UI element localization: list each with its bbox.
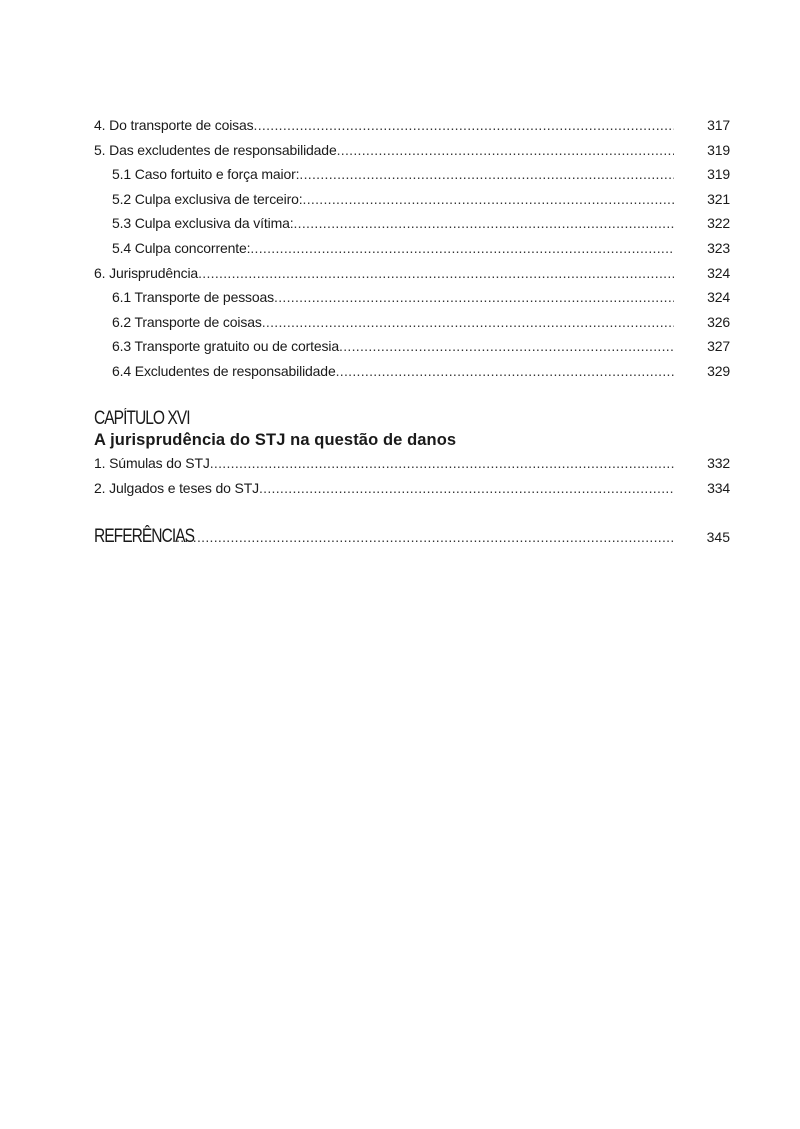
toc-subentry[interactable] — [94, 162, 730, 187]
toc-entry-page: 317 — [707, 117, 730, 133]
toc-entry-label: 5.3 Culpa exclusiva da vítima: — [112, 215, 294, 232]
dot-leader — [337, 138, 674, 163]
toc-entry-label: 6.3 Transporte gratuito ou de cortesia — [112, 338, 339, 355]
dot-leader — [198, 261, 674, 286]
toc-entry-page: 332 — [707, 455, 730, 471]
toc-entry[interactable] — [94, 451, 730, 476]
toc-subentry[interactable] — [94, 236, 730, 261]
toc-entry-page: 319 — [707, 141, 730, 158]
dot-leader — [176, 529, 674, 545]
references-label: REFERÊNCIAS — [94, 526, 194, 547]
toc-entry-label: 6.2 Transporte de coisas — [112, 313, 262, 330]
toc-entry-page: 322 — [707, 215, 730, 232]
toc-subentry[interactable] — [94, 285, 730, 310]
dot-leader — [274, 285, 674, 310]
toc-entry-label: 6. Jurisprudência — [94, 264, 199, 281]
toc-subentry[interactable] — [94, 359, 730, 384]
dot-leader — [254, 113, 674, 138]
toc-entry-label: 4. Do transporte de coisas — [94, 117, 254, 133]
dot-leader — [250, 236, 674, 261]
references-page: 345 — [706, 529, 730, 545]
toc-subentry[interactable] — [94, 187, 730, 212]
toc-entry-page: 324 — [707, 289, 730, 306]
toc-subentry[interactable] — [94, 310, 730, 335]
toc-entry-label: 5.4 Culpa concorrente: — [112, 239, 251, 256]
toc-entry[interactable] — [94, 261, 730, 286]
toc-entry-page: 329 — [707, 362, 730, 379]
toc-entry-page: 323 — [707, 239, 730, 256]
toc-entry-page: 334 — [707, 479, 730, 496]
toc-entry-label: 1. Súmulas do STJ — [94, 455, 210, 471]
toc-entry[interactable] — [94, 113, 730, 138]
toc-entry[interactable] — [94, 138, 730, 163]
dot-leader — [336, 359, 674, 384]
references-entry[interactable] — [94, 526, 730, 548]
toc-subentry[interactable] — [94, 334, 730, 359]
dot-leader — [299, 162, 674, 187]
toc-entry[interactable] — [94, 476, 730, 501]
toc-entry-page: 324 — [707, 264, 730, 281]
chapter-heading: CAPÍTULO XVI — [94, 408, 190, 429]
toc-entry-label: 6.1 Transporte de pessoas — [112, 289, 275, 306]
dot-leader — [339, 334, 674, 359]
toc-entry-label: 5.1 Caso fortuito e força maior: — [112, 166, 300, 183]
toc-entry-label: 6.4 Excludentes de responsabilidade — [112, 362, 336, 379]
toc-entry-label: 2. Julgados e teses do STJ — [94, 479, 259, 496]
toc-entry-page: 326 — [707, 313, 730, 330]
dot-leader — [210, 451, 674, 476]
dot-leader — [293, 211, 674, 236]
dot-leader — [259, 476, 674, 501]
toc-section-transport — [94, 113, 730, 384]
toc-entry-page: 327 — [707, 338, 730, 355]
toc-subentry[interactable] — [94, 211, 730, 236]
toc-entry-label: 5.2 Culpa exclusiva de terceiro: — [112, 190, 303, 207]
toc-entry-label: 5. Das excludentes de responsabilidade — [94, 141, 337, 158]
toc-entry-page: 321 — [707, 190, 730, 207]
toc-entry-page: 319 — [707, 166, 730, 183]
dot-leader — [262, 310, 674, 335]
dot-leader — [303, 187, 674, 212]
chapter-title: A jurisprudência do STJ na questão de danos — [94, 431, 457, 449]
toc-section-stj — [94, 451, 730, 500]
